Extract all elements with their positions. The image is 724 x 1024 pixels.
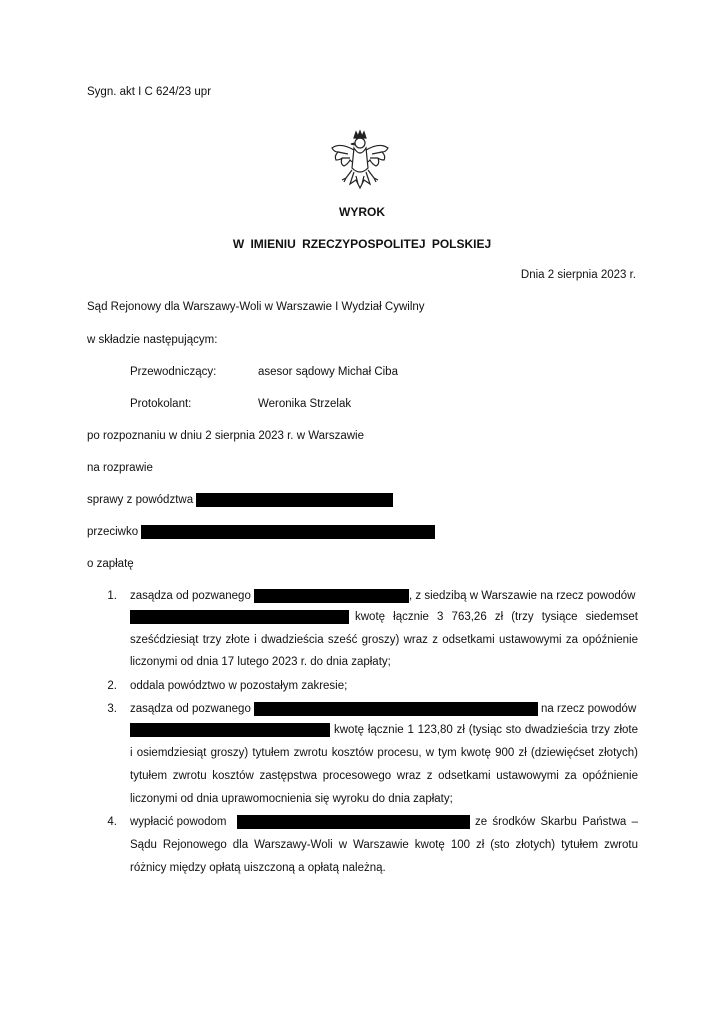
chair-label: Przewodniczący: [130, 366, 217, 378]
item-text: kwotę łącznie 3 763,26 zł (trzy tysiące siedemset [355, 611, 638, 623]
redaction-defendant [254, 589, 409, 603]
item-text: tytułem zwrotu kosztów zastępstwa procesowego wraz z odsetkami ustawowymi za opóźnienie [130, 770, 638, 782]
item-number: 3. [107, 703, 117, 715]
clerk-label: Protokolant: [130, 398, 192, 410]
item-number: 2. [107, 680, 117, 692]
item-text: i osiemdziesiąt groszy) tytułem zwrotu kosztów procesu, w tym kwotę 900 zł (dziewięćset złotych) [130, 747, 638, 759]
item-text: różnicy między opłatą uiszczoną a opłatą należną. [130, 862, 386, 874]
item-text: ze środków Skarbu Państwa – [475, 816, 638, 828]
polish-eagle-emblem [328, 128, 392, 200]
composition-label: w składzie następującym: [87, 334, 218, 346]
redaction-plaintiffs [196, 493, 393, 507]
redaction-plaintiffs [237, 815, 470, 829]
redaction-defendant [254, 702, 538, 716]
item-text: zasądza od pozwanego [130, 590, 251, 602]
redaction-defendant [141, 525, 435, 539]
item-text: , z siedzibą w Warszawie na rzecz powodów [409, 590, 636, 602]
item-text: Sądu Rejonowego dla Warszawy-Woli w Warszawie kwotę 100 zł (sto złotych) tytułem zwrotu [130, 839, 638, 851]
claim-from-label: sprawy z powództwa [87, 494, 194, 506]
clerk-value: Weronika Strzelak [258, 398, 352, 410]
redaction-plaintiffs [130, 610, 349, 624]
case-number: Sygn. akt I C 624/23 upr [87, 86, 212, 98]
heard-line: po rozpoznaniu w dniu 2 sierpnia 2023 r. w Warszawie [87, 430, 364, 442]
item-text: liczonymi od dnia uprawomocnienia się wyroku do dnia zapłaty; [130, 793, 453, 805]
subject-line: o zapłatę [87, 558, 134, 570]
item-number: 4. [107, 816, 117, 828]
item-text: na rzecz powodów [541, 703, 637, 715]
judgment-subtitle: W IMIENIU RZECZYPOSPOLITEJ POLSKIEJ [232, 237, 492, 251]
item-text: wypłacić powodom [130, 816, 227, 828]
hearing-line: na rozprawie [87, 462, 153, 474]
item-number: 1. [107, 590, 117, 602]
redaction-plaintiffs [130, 723, 330, 737]
item-text: liczonymi od dnia 17 lutego 2023 r. do dnia zapłaty; [130, 656, 391, 668]
item-text: sześćdziesiąt trzy złote i dwadzieścia sześć groszy) wraz z odsetkami ustawowymi za opóźnienie [130, 634, 638, 646]
court-name: Sąd Rejonowy dla Warszawy-Woli w Warszawie I Wydział Cywilny [87, 301, 425, 313]
judgment-date: Dnia 2 sierpnia 2023 r. [520, 269, 636, 281]
item-text: kwotę łącznie 1 123,80 zł (tysiąc sto dwadzieścia trzy złote [334, 724, 638, 736]
chair-value: asesor sądowy Michał Ciba [258, 366, 398, 378]
item-text: oddala powództwo w pozostałym zakresie; [130, 680, 348, 692]
item-text: zasądza od pozwanego [130, 703, 251, 715]
judgment-title: WYROK [339, 205, 385, 219]
against-label: przeciwko [87, 526, 139, 538]
